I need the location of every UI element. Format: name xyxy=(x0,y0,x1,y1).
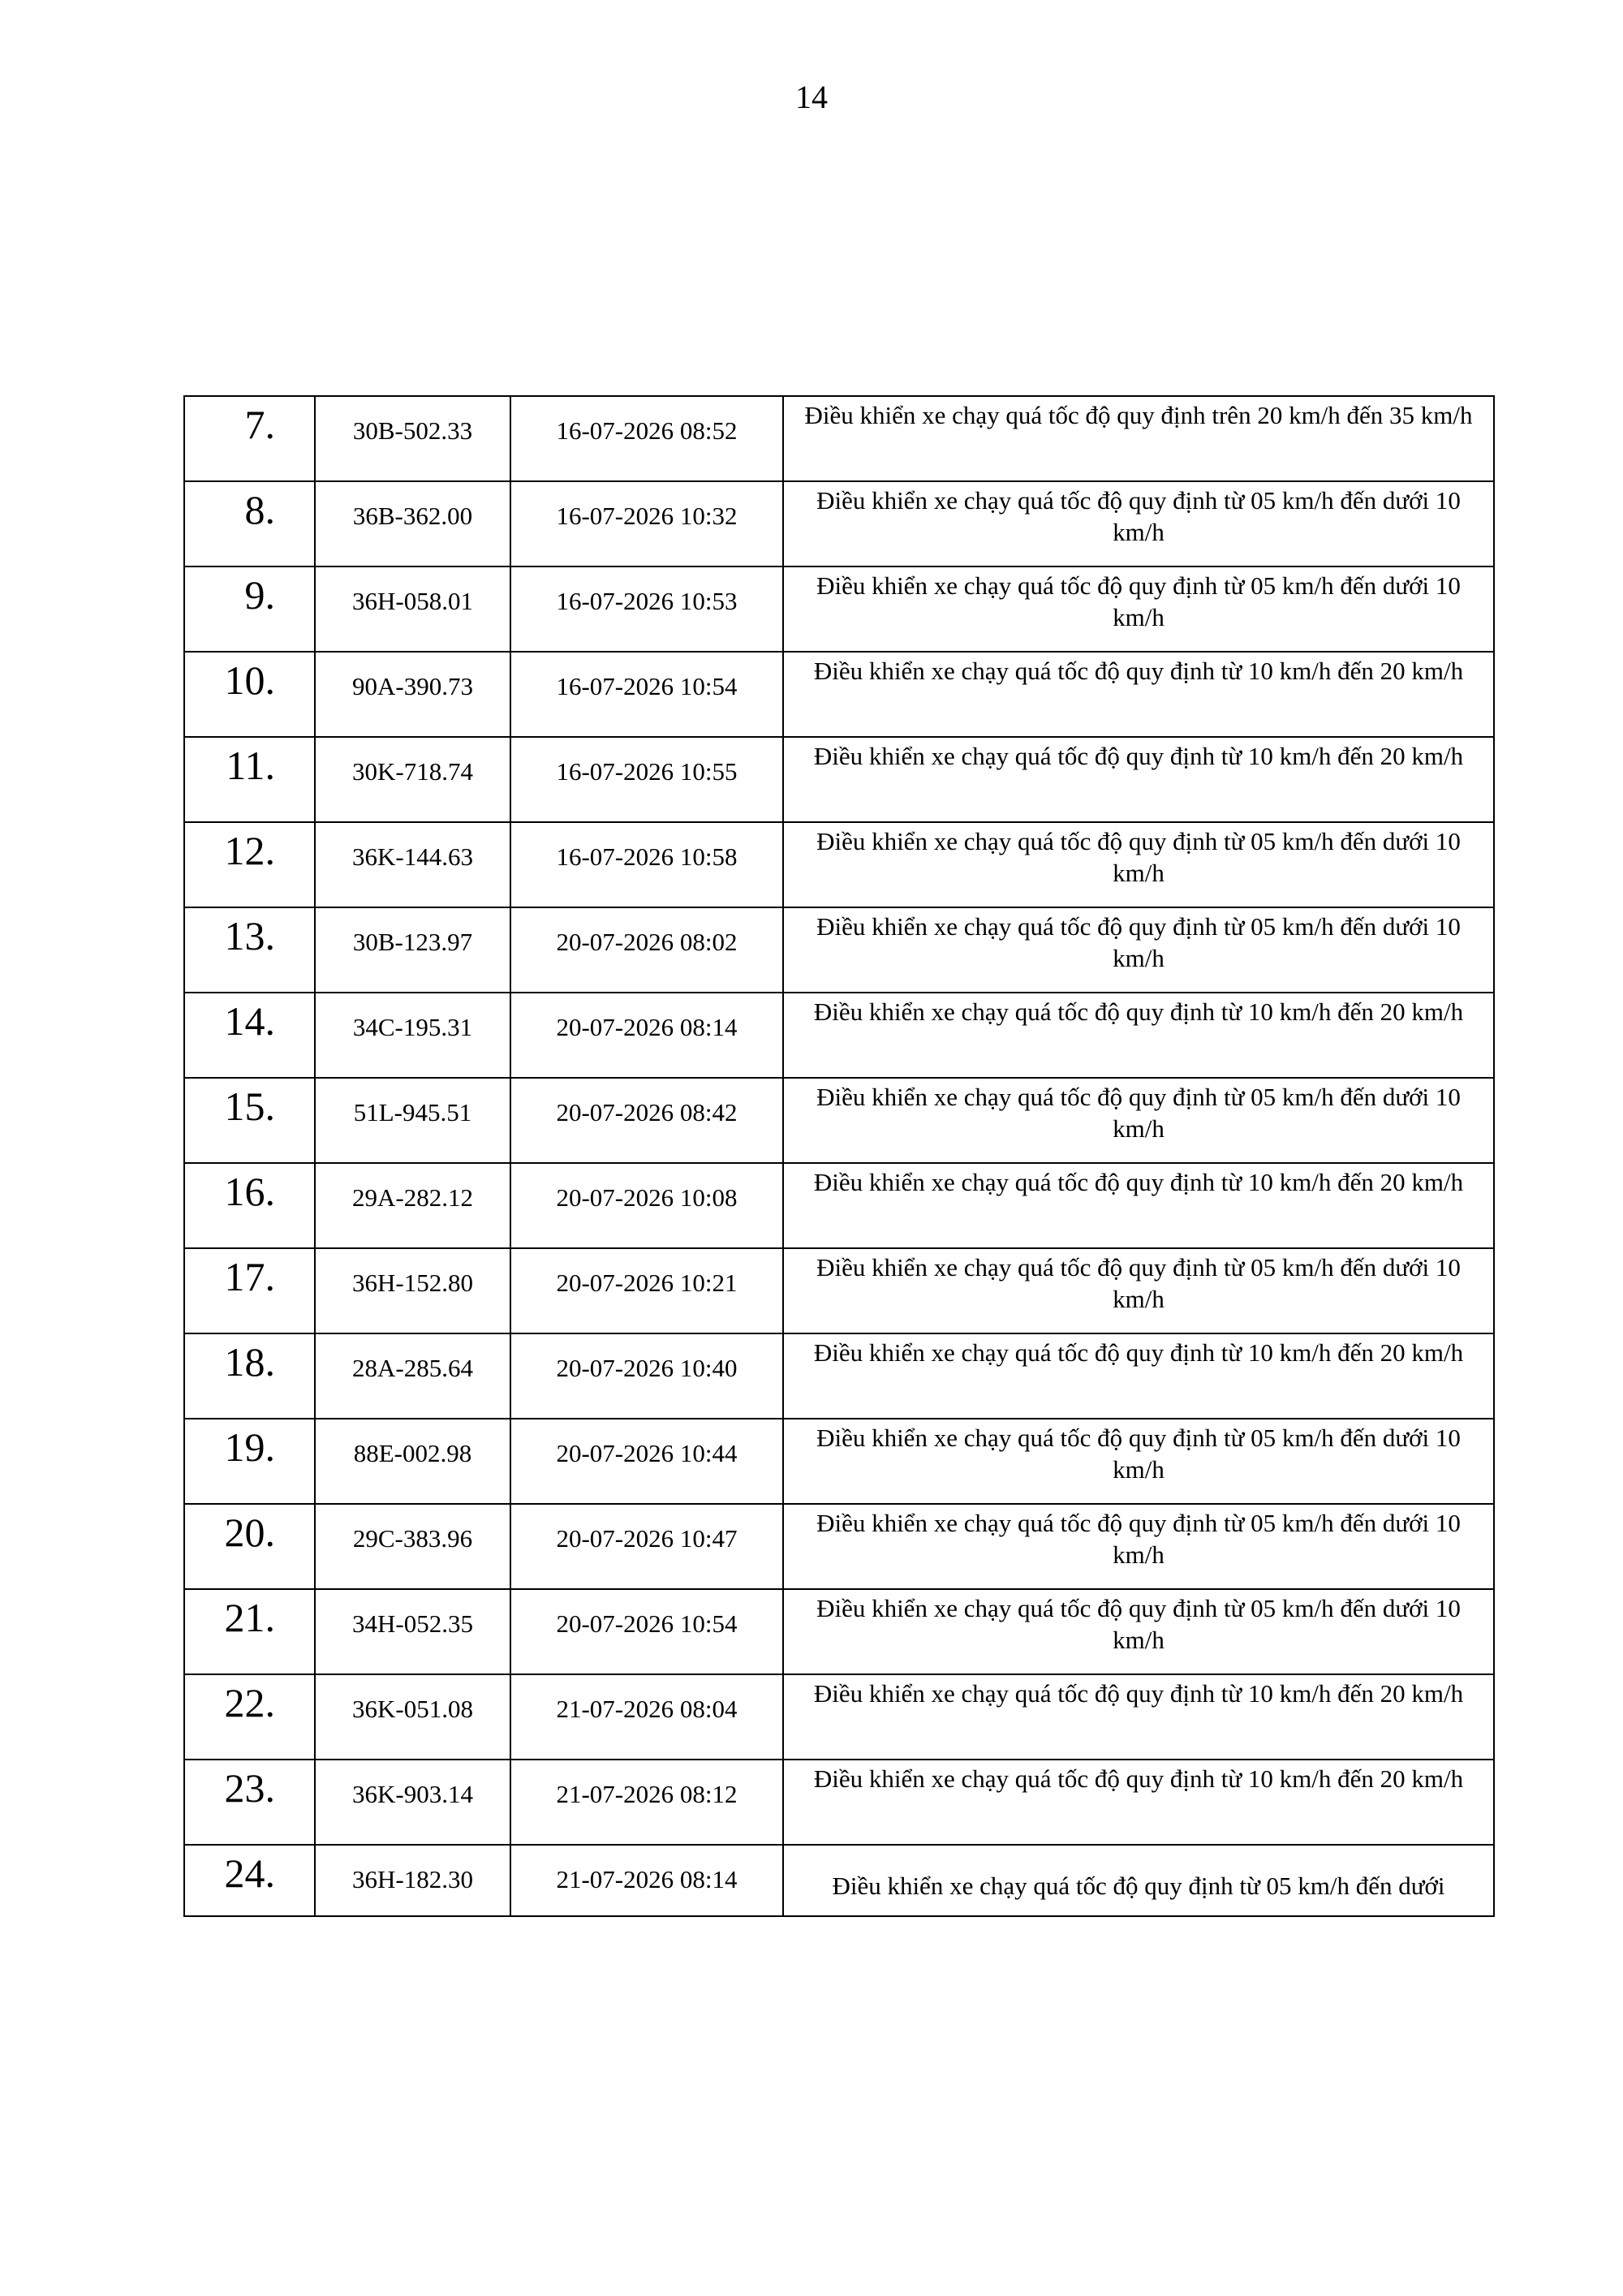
violation-time: 20-07-2026 08:42 xyxy=(510,1078,783,1163)
license-plate: 90A-390.73 xyxy=(315,652,510,737)
violations-table-body xyxy=(184,396,1494,1916)
violation-time: 20-07-2026 10:54 xyxy=(510,1589,783,1674)
row-index: 19. xyxy=(184,1419,315,1504)
violation-time: 21-07-2026 08:14 xyxy=(510,1845,783,1916)
license-plate: 88E-002.98 xyxy=(315,1419,510,1504)
row-index: 8. xyxy=(184,481,315,566)
violation-time: 16-07-2026 10:32 xyxy=(510,481,783,566)
table-row xyxy=(184,822,1494,907)
table-row xyxy=(184,1674,1494,1760)
table-row xyxy=(184,1845,1494,1916)
violation-description: Điều khiển xe chạy quá tốc độ quy định từ 10 km/h đến 20 km/h xyxy=(783,1333,1494,1419)
table-row xyxy=(184,907,1494,993)
violations-table-container xyxy=(183,395,1495,1917)
violation-description: Điều khiển xe chạy quá tốc độ quy định từ 10 km/h đến 20 km/h xyxy=(783,1163,1494,1248)
violation-time: 16-07-2026 10:54 xyxy=(510,652,783,737)
table-row xyxy=(184,1760,1494,1845)
violation-time: 20-07-2026 08:14 xyxy=(510,993,783,1078)
violation-time: 20-07-2026 10:44 xyxy=(510,1419,783,1504)
violation-time: 20-07-2026 10:47 xyxy=(510,1504,783,1589)
violation-description: Điều khiển xe chạy quá tốc độ quy định từ 10 km/h đến 20 km/h xyxy=(783,1674,1494,1760)
row-index: 11. xyxy=(184,737,315,822)
violation-time: 20-07-2026 10:40 xyxy=(510,1333,783,1419)
table-row xyxy=(184,1589,1494,1674)
table-row xyxy=(184,1333,1494,1419)
table-row xyxy=(184,1248,1494,1333)
row-index: 21. xyxy=(184,1589,315,1674)
page-number: 14 xyxy=(795,79,828,115)
violation-description: Điều khiển xe chạy quá tốc độ quy định trên 20 km/h đến 35 km/h xyxy=(783,396,1494,481)
violation-description: Điều khiển xe chạy quá tốc độ quy định từ 10 km/h đến 20 km/h xyxy=(783,652,1494,737)
violation-description: Điều khiển xe chạy quá tốc độ quy định từ 05 km/h đến dưới 10 km/h xyxy=(783,1078,1494,1163)
violation-description: Điều khiển xe chạy quá tốc độ quy định từ 05 km/h đến dưới 10 km/h xyxy=(783,1248,1494,1333)
license-plate: 34C-195.31 xyxy=(315,993,510,1078)
violation-description: Điều khiển xe chạy quá tốc độ quy định từ 05 km/h đến dưới 10 km/h xyxy=(783,1419,1494,1504)
row-index: 7. xyxy=(184,396,315,481)
row-index: 18. xyxy=(184,1333,315,1419)
row-index: 20. xyxy=(184,1504,315,1589)
violation-description: Điều khiển xe chạy quá tốc độ quy định từ 05 km/h đến dưới 10 km/h xyxy=(783,1504,1494,1589)
violation-description: Điều khiển xe chạy quá tốc độ quy định từ 05 km/h đến dưới 10 km/h xyxy=(783,907,1494,993)
violation-description: Điều khiển xe chạy quá tốc độ quy định từ 10 km/h đến 20 km/h xyxy=(783,1760,1494,1845)
violation-time: 20-07-2026 08:02 xyxy=(510,907,783,993)
license-plate: 36K-903.14 xyxy=(315,1760,510,1845)
row-index: 16. xyxy=(184,1163,315,1248)
row-index: 13. xyxy=(184,907,315,993)
violation-description: Điều khiển xe chạy quá tốc độ quy định từ 05 km/h đến dưới 10 km/h xyxy=(783,566,1494,652)
license-plate: 36H-182.30 xyxy=(315,1845,510,1916)
violation-time: 20-07-2026 10:21 xyxy=(510,1248,783,1333)
violation-time: 16-07-2026 10:53 xyxy=(510,566,783,652)
violation-time: 20-07-2026 10:08 xyxy=(510,1163,783,1248)
row-index: 9. xyxy=(184,566,315,652)
license-plate: 28A-285.64 xyxy=(315,1333,510,1419)
license-plate: 30B-502.33 xyxy=(315,396,510,481)
row-index: 15. xyxy=(184,1078,315,1163)
license-plate: 36H-058.01 xyxy=(315,566,510,652)
violations-table xyxy=(183,395,1495,1917)
license-plate: 30B-123.97 xyxy=(315,907,510,993)
violation-description: Điều khiển xe chạy quá tốc độ quy định từ 10 km/h đến 20 km/h xyxy=(783,737,1494,822)
row-index: 10. xyxy=(184,652,315,737)
table-row xyxy=(184,652,1494,737)
violation-description: Điều khiển xe chạy quá tốc độ quy định từ 10 km/h đến 20 km/h xyxy=(783,993,1494,1078)
violation-description: Điều khiển xe chạy quá tốc độ quy định từ 05 km/h đến dưới 10 km/h xyxy=(783,481,1494,566)
license-plate: 51L-945.51 xyxy=(315,1078,510,1163)
violation-description: Điều khiển xe chạy quá tốc độ quy định từ 05 km/h đến dưới xyxy=(783,1845,1494,1916)
table-row xyxy=(184,1419,1494,1504)
row-index: 22. xyxy=(184,1674,315,1760)
row-index: 14. xyxy=(184,993,315,1078)
table-row xyxy=(184,481,1494,566)
table-row xyxy=(184,1504,1494,1589)
violation-time: 21-07-2026 08:04 xyxy=(510,1674,783,1760)
row-index: 17. xyxy=(184,1248,315,1333)
table-row xyxy=(184,396,1494,481)
table-row xyxy=(184,1078,1494,1163)
table-row xyxy=(184,737,1494,822)
row-index: 12. xyxy=(184,822,315,907)
license-plate: 34H-052.35 xyxy=(315,1589,510,1674)
table-row xyxy=(184,1163,1494,1248)
violation-description: Điều khiển xe chạy quá tốc độ quy định từ 05 km/h đến dưới 10 km/h xyxy=(783,1589,1494,1674)
license-plate: 36K-144.63 xyxy=(315,822,510,907)
violation-time: 16-07-2026 10:58 xyxy=(510,822,783,907)
violation-time: 16-07-2026 08:52 xyxy=(510,396,783,481)
row-index: 24. xyxy=(184,1845,315,1916)
violation-time: 21-07-2026 08:12 xyxy=(510,1760,783,1845)
table-row xyxy=(184,993,1494,1078)
license-plate: 36H-152.80 xyxy=(315,1248,510,1333)
violation-time: 16-07-2026 10:55 xyxy=(510,737,783,822)
license-plate: 36K-051.08 xyxy=(315,1674,510,1760)
license-plate: 36B-362.00 xyxy=(315,481,510,566)
license-plate: 29C-383.96 xyxy=(315,1504,510,1589)
violation-description: Điều khiển xe chạy quá tốc độ quy định từ 05 km/h đến dưới 10 km/h xyxy=(783,822,1494,907)
row-index: 23. xyxy=(184,1760,315,1845)
license-plate: 29A-282.12 xyxy=(315,1163,510,1248)
table-row xyxy=(184,566,1494,652)
license-plate: 30K-718.74 xyxy=(315,737,510,822)
